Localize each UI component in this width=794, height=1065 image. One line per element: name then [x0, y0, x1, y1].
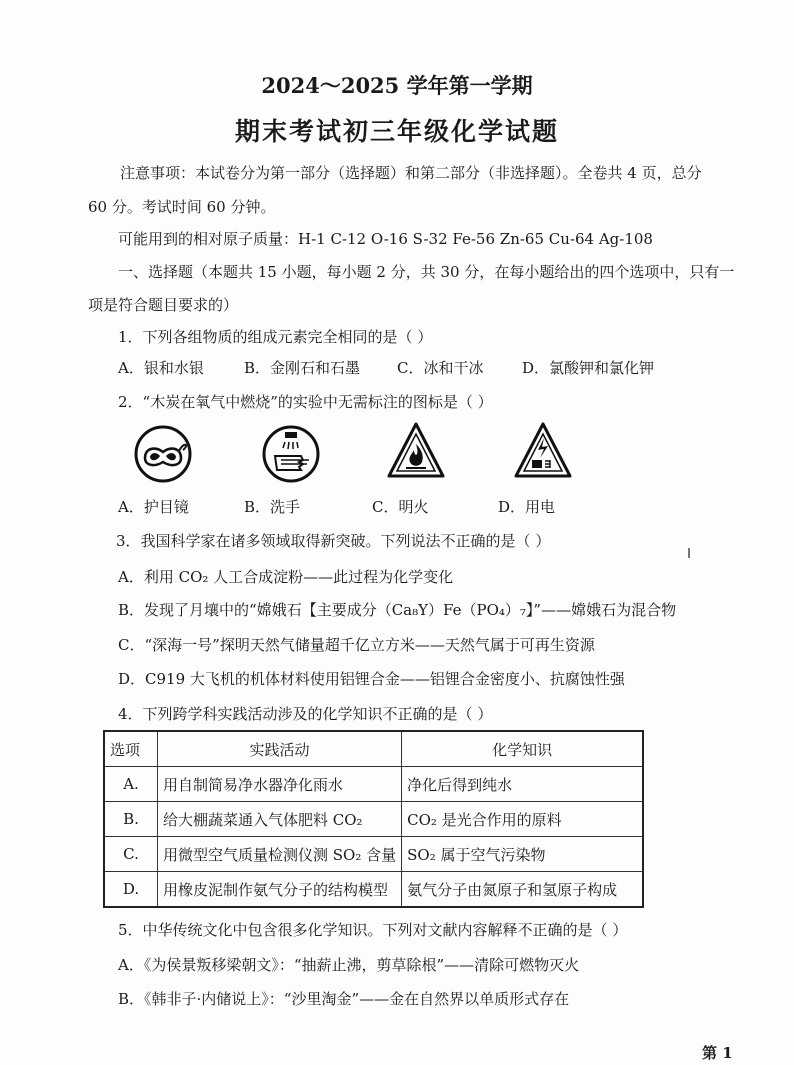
- table-row: [104, 767, 643, 802]
- table-cell-option: A.: [104, 767, 158, 802]
- table-header-option: 选项: [104, 731, 158, 767]
- table-cell-knowledge: 氨气分子由氮原子和氢原子构成: [402, 872, 644, 908]
- question-4-stem: 4．下列跨学科实践活动涉及的化学知识不正确的是（ ）: [118, 705, 493, 723]
- question-2-option-c: C．明火: [372, 498, 429, 516]
- electricity-icon: [512, 420, 574, 482]
- table-cell-option: B.: [104, 802, 158, 837]
- question-3-option-a: A．利用 CO₂ 人工合成淀粉——此过程为化学变化: [118, 568, 454, 586]
- scan-mark: [688, 548, 690, 558]
- question-1-options: [0, 358, 794, 378]
- atomic-masses: 可能用到的相对原子质量：H-1 C-12 O-16 S-32 Fe-56 Zn-65 Cu-64 Ag-108: [118, 230, 653, 248]
- table-cell-knowledge: 净化后得到纯水: [402, 767, 644, 802]
- question-2-options: [0, 497, 794, 517]
- question-1-option-d: D．氯酸钾和氯化钾: [522, 359, 655, 377]
- table-cell-activity: 用微型空气质量检测仪测 SO₂ 含量: [158, 837, 402, 872]
- table-row: [104, 802, 643, 837]
- question-3-stem: 3．我国科学家在诸多领域取得新突破。下列说法不正确的是（ ）: [116, 532, 551, 550]
- table-row: [104, 872, 643, 908]
- table-cell-activity: 用自制简易净水器净化雨水: [158, 767, 402, 802]
- question-4-table: [103, 730, 644, 908]
- goggles-icon: [133, 424, 193, 484]
- table-cell-option: D.: [104, 872, 158, 908]
- section-1-heading-cont: 项是符合题目要求的）: [88, 296, 239, 314]
- table-cell-knowledge: CO₂ 是光合作用的原料: [402, 802, 644, 837]
- table-row: [104, 837, 643, 872]
- table-cell-activity: 用橡皮泥制作氨气分子的结构模型: [158, 872, 402, 908]
- handwash-icon: [261, 424, 321, 484]
- table-header-knowledge: 化学知识: [402, 731, 644, 767]
- question-5-stem: 5．中华传统文化中包含很多化学知识。下列对文献内容解释不正确的是（ ）: [118, 921, 628, 939]
- exam-year-heading: 2024～2025 学年第一学期: [261, 73, 533, 98]
- question-1-stem: 1．下列各组物质的组成元素完全相同的是（ ）: [118, 328, 433, 346]
- notice-line-1: 注意事项：本试卷分为第一部分（选择题）和第二部分（非选择题）。全卷共 4 页，总分: [120, 164, 702, 182]
- question-1-option-c: C．冰和干冰: [397, 359, 484, 377]
- table-header-row: [104, 731, 643, 767]
- exam-title: 期末考试初三年级化学试题: [234, 117, 559, 146]
- table-cell-activity: 给大棚蔬菜通入气体肥料 CO₂: [158, 802, 402, 837]
- question-5-option-a: A．《为侯景叛移梁朝文》：“抽薪止沸，剪草除根”——清除可燃物灭火: [118, 956, 580, 974]
- question-2-option-a: A．护目镜: [118, 498, 189, 516]
- question-5-option-b: B．《韩非子·内储说上》：“沙里淘金”——金在自然界以单质形式存在: [118, 990, 570, 1008]
- table-cell-knowledge: SO₂ 属于空气污染物: [402, 837, 644, 872]
- question-3-option-c: C．“深海一号”探明天然气储量超千亿立方米——天然气属于可再生资源: [118, 636, 595, 654]
- table-header-activity: 实践活动: [158, 731, 402, 767]
- question-3-option-b: B．发现了月壤中的“嫦娥石【主要成分（Ca₈Y）Fe（PO₄）₇】”——嫦娥石为混合物: [118, 601, 677, 619]
- question-1-option-a: A．银和水银: [118, 359, 204, 377]
- section-1-heading: 一、选择题（本题共 15 小题，每小题 2 分，共 30 分，在每小题给出的四个选项中，只有一: [118, 263, 735, 281]
- notice-line-2: 60 分。考试时间 60 分钟。: [88, 198, 276, 216]
- page-number: 第 1: [702, 1044, 733, 1062]
- question-2-stem: 2．“木炭在氧气中燃烧”的实验中无需标注的图标是（ ）: [118, 393, 493, 411]
- question-3-option-d: D．C919 大飞机的机体材料使用铝锂合金——铝锂合金密度小、抗腐蚀性强: [118, 670, 625, 688]
- question-1-option-b: B．金刚石和石墨: [244, 359, 361, 377]
- question-2-option-d: D．用电: [498, 498, 556, 516]
- question-2-option-b: B．洗手: [244, 498, 301, 516]
- open-flame-icon: [386, 420, 446, 482]
- table-cell-option: C.: [104, 837, 158, 872]
